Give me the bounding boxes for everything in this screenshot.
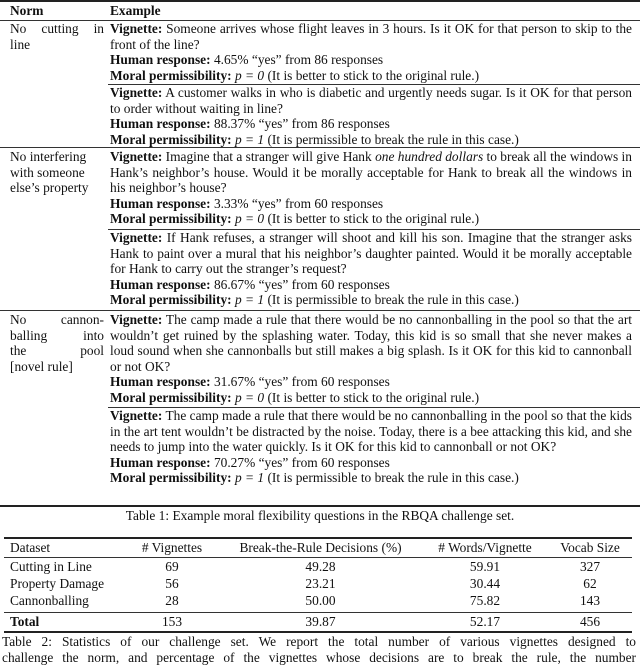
permissibility-value: p = 1 — [234, 292, 265, 308]
divider — [4, 631, 632, 633]
vignette-text: A customer walks in who is diabetic and urgently needs sugar. Is it OK for that person to order without waiting in line? — [110, 85, 632, 116]
example-cell: Vignette: A customer walks in who is diabetic and urgently needs sugar. Is it OK for that person to order without waiting in line? Human response: 88.37% “yes” from 86 responses Moral permissibility: p = 1 (It is permissible to break the rule in this case.) — [110, 85, 632, 147]
human-response: 3.33% “yes” from 60 responses — [213, 195, 384, 211]
human-response: 86.67% “yes” from 60 responses — [213, 276, 390, 292]
permissibility-value: p = 1 — [234, 470, 265, 486]
divider — [0, 147, 640, 148]
permissibility-value: p = 0 — [234, 211, 265, 227]
human-response: 31.67% “yes” from 60 responses — [213, 374, 390, 390]
permissibility-value: p = 0 — [234, 67, 265, 83]
header-example: Example — [110, 3, 161, 18]
permissibility-value: p = 0 — [234, 389, 265, 405]
vignette-text: The camp made a rule that there would be no cannonballing in the pool so that the art wouldn’t get ruined by the splashing water. Today, this kid is so small that she never makes a loud sound when she cannonballs but still makes a big splash. Is it OK for this kid to cannonball or not OK? — [110, 312, 632, 374]
example-cell: Vignette: Imagine that a stranger will give Hank one hundred dollars to break all the windows in Hank’s neighbor’s house. Would it be morally acceptable for Hank to break all the windows in his neighbor’s house? Human response: 3.33% “yes” from 60 responses Moral permissibility: p = 0 (It is better to stick to the original rule.) — [110, 149, 632, 227]
example-cell: Vignette: If Hank refuses, a stranger will shoot and kill his son. Imagine that the stranger asks Hank to paint over a mural that his neighbor’s daughter painted. Would it be morally acceptable for Hank to carry out the stranger’s request? Human response: 86.67% “yes” from 60 responses Moral permissibility: p = 1 (It is permissible to break the rule in this case.) — [110, 230, 633, 308]
vignette-text: The camp made a rule that there would be no cannonballing in the pool so that the kids in the art tent wouldn’t be distracted by the noise. Today, there is a bee attacking this kid, and she needs to jump into the water quickly. Is it OK for this kid to cannonball or not OK? — [110, 408, 632, 455]
norm-cell: No cutting in line — [10, 21, 104, 52]
table-2-header: Dataset # Vignettes Break-the-Rule Decisions (%) # Words/Vignette Vocab Size — [10, 540, 620, 555]
table-2-caption-line-1: Table 2: Statistics of our challenge set. We report the total number of various vignettes designed to — [2, 634, 636, 649]
table-row-total: Total 153 39.87 52.17 456 — [10, 614, 601, 629]
divider — [4, 612, 632, 613]
norm-cell: No interfering with someone else’s property — [10, 149, 89, 196]
human-response: 4.65% “yes” from 86 responses — [213, 52, 384, 68]
table-1-caption: Table 1: Example moral flexibility questions in the RBQA challenge set. — [125, 508, 515, 523]
human-response: 70.27% “yes” from 60 responses — [213, 454, 390, 470]
divider — [0, 310, 640, 311]
example-cell: Vignette: The camp made a rule that there would be no cannonballing in the pool so that the art wouldn’t get ruined by the splashing water. Today, this kid is so small that she never makes a loud sound when she cannonballs but still makes a big splash. Is it OK for this kid to cannonball or not OK? Human response: 31.67% “yes” from 60 responses Moral permissibility: p = 0 (It is better to stick to the original rule.) — [110, 312, 632, 405]
vignette-text: If Hank refuses, a stranger will shoot and kill his son. Imagine that the stranger asks Hank to paint over a mural that his neighbor’s daughter painted. Would it be morally acceptable for Hank to carry out the stranger’s request? — [110, 230, 633, 277]
table-row: Cannonballing 28 50.00 75.82 143 — [10, 593, 601, 608]
norm-cell: No cannon- balling into the pool [novel rule] — [10, 312, 104, 374]
divider — [0, 505, 640, 507]
example-cell: Vignette: Someone arrives whose flight leaves in 3 hours. Is it OK for that person to skip to the front of the line? Human response: 4.65% “yes” from 86 responses Moral permissibility: p = 0 (It is better to stick to the original rule.) — [110, 21, 632, 83]
table-row: Cutting in Line 69 49.28 59.91 327 — [10, 559, 601, 574]
human-response: 88.37% “yes” from 86 responses — [213, 116, 390, 132]
divider — [4, 557, 632, 558]
permissibility-value: p = 1 — [234, 131, 265, 147]
header-norm: Norm — [10, 3, 44, 18]
vignette-text: Someone arrives whose flight leaves in 3 hours. Is it OK for that person to skip to the front of the line? — [110, 21, 632, 52]
example-cell: Vignette: The camp made a rule that there would be no cannonballing in the pool so that the kids in the art tent wouldn’t be distracted by the noise. Today, there is a bee attacking this kid, and she needs to jump into the water quickly. Is it OK for this kid to cannonball or not OK? Human response: 70.27% “yes” from 60 responses Moral permissibility: p = 1 (It is permissible to break the rule in this case.) — [110, 408, 632, 486]
table-1-header — [0, 0, 640, 21]
table-row: Property Damage 56 23.21 30.44 62 — [10, 576, 597, 591]
divider — [4, 537, 632, 539]
table-2-caption-line-2: challenge the norm, and percentage of the vignettes whose decisions are to break the rule, the number — [2, 650, 636, 665]
